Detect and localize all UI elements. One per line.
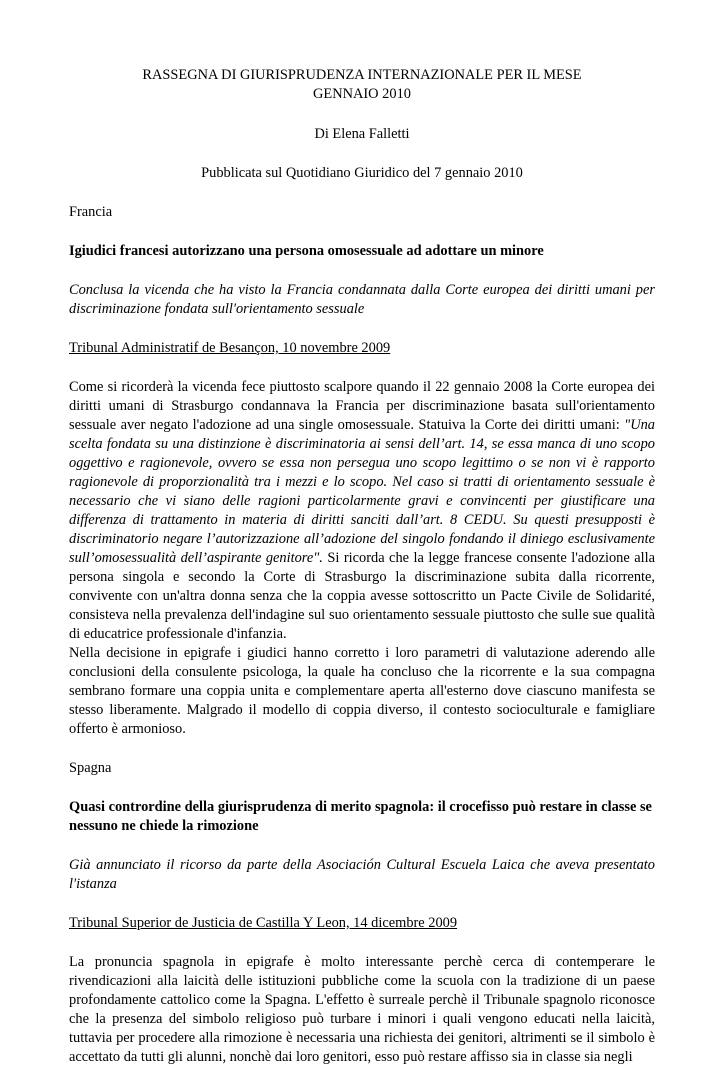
paragraph-spagna-1: La pronuncia spagnola in epigrafe è molto interessante perchè cerca di contemperare le rivendicazioni alla laicità delle istituzioni pubbliche come la scuola con la tradizione di un paese profondamente cattolico come la Spagna. L'effetto è surreale perchè il Tribunale spagnolo riconosce che la presenza del simbolo religioso può turbare i minori i quali vengono educati nella laicità, tuttavia per procedere alla rimozione è necessaria una richiesta dei genitori, altrimenti se il simbolo è accettato da tutti gli alunni, nonchè dai loro genitori, esso può restare affisso sia in classe sia negli — [69, 954, 655, 1065]
document-page — [69, 66, 655, 1067]
paragraph-francia-1-quote: "Una scelta fondata su una distinzione è discriminatoria ai sensi dell’art. 14, se essa manca di uno scopo oggettivo e ragionevole, ovvero se essa non persegua uno scopo legittimo o se non vi è rapporto ragionevole di proporzionalità tra i mezzi e lo scopo. Nel caso si tratti di orientamento sessuale è necessario che vi siano delle ragioni particolarmente gravi e convincenti per giustificare una differenza di trattamento in materia di diritti sanciti dall’art. 8 CEDU. Su questi presupposti è discriminatorio negare l’autorizzazione all’adozione del singolo fondando il diniego esclusivamente sull’omosessualità dell’aspirante genitore". — [69, 417, 655, 566]
headline-spagna: Quasi contrordine della giurisprudenza di merito spagnola: il crocefisso può restare in classe se nessuno ne chiede la rimozione — [69, 799, 652, 834]
headline-francia: Igiudici francesi autorizzano una persona omosessuale ad adottare un minore — [69, 243, 544, 259]
paragraph-francia-1-end: Si ricorda che la legge francese consente l'adozione alla persona singola e secondo la Corte di Strasburgo la discriminazione subita dalla ricorrente, convivente con un'altra donna senza che la coppia avesse sottoscritto un Pacte Civile de Solidarité, consisteva nella prevalenza dell'indagine sul suo orientamento sessuale piuttosto che sulle sue qualità di educatrice professionale d'infanzia. — [69, 550, 655, 642]
section-country-francia: Francia — [69, 204, 113, 220]
subtitle-spagna: Già annunciato il ricorso da parte della Asociación Cultural Escuela Laica che aveva presentato l'istanza — [69, 857, 655, 892]
court-francia: Tribunal Administratif de Besançon, 10 novembre 2009 — [69, 340, 391, 356]
title-line-1: RASSEGNA DI GIURISPRUDENZA INTERNAZIONALE PER IL MESE — [142, 67, 582, 83]
paragraph-francia-1-start: Come si ricorderà la vicenda fece piuttosto scalpore quando il 22 gennaio 2008 la Corte europea dei diritti umani di Strasburgo condannava la Francia per discriminazione basata sull'orientamento sessuale aver negato l'adozione ad una single omosessuale. Statuiva la Corte dei diritti umani: — [69, 379, 655, 433]
paragraph-francia-1 — [69, 378, 655, 644]
section-country-spagna: Spagna — [69, 760, 112, 776]
subtitle-francia: Conclusa la vicenda che ha visto la Francia condannata dalla Corte europea dei diritti umani per discriminazione fondata sull'orientamento sessuale — [69, 282, 655, 317]
publication-line: Pubblicata sul Quotidiano Giuridico del 7 gennaio 2010 — [201, 165, 523, 181]
document-title — [69, 66, 655, 104]
paragraph-francia-2: Nella decisione in epigrafe i giudici hanno corretto i loro parametri di valutazione aderendo alle conclusioni della consulente psicologa, la quale ha concluso che la ricorrente e la sua compagna sembrano formare una coppia unita e complementare aperta all'esterno dove ciascuno manifesta se stesso liberamente. Malgrado il modello di coppia diverso, il contesto socioculturale e famigliare offerto è armonioso. — [69, 645, 655, 737]
author-line: Di Elena Falletti — [314, 126, 410, 142]
title-line-2: GENNAIO 2010 — [313, 86, 411, 102]
court-spagna: Tribunal Superior de Justicia de Castilla Y Leon, 14 dicembre 2009 — [69, 915, 458, 931]
